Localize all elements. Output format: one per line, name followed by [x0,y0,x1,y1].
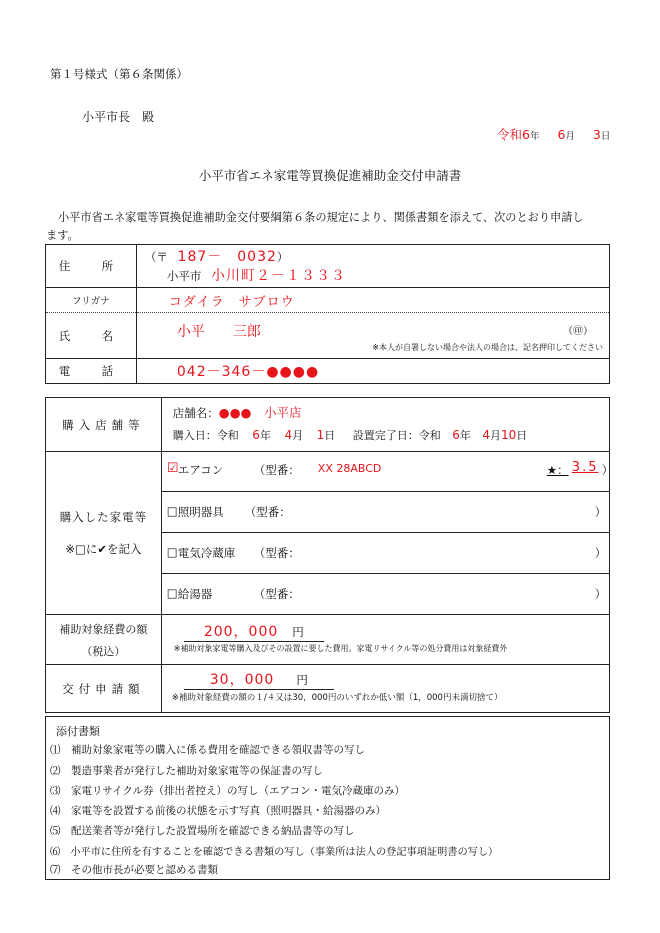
aircon-model-label: （型番： [253,463,300,477]
store-name: ●●● 小平店 [218,405,302,420]
install-day-unit: 日 [516,429,528,442]
grant-note: ※補助対象経費の額の１/４又は30，000円のいずれか低い額（1，000円未満切捨て） [171,693,503,703]
addressee: 小平市長 殿 [82,110,155,124]
grant-label: 交付申請額 [46,665,162,713]
install-year: 6 [452,428,460,442]
fridge-checkbox[interactable]: □ [166,545,178,559]
purchase-date-label: 購入日：令和 [172,429,239,442]
purchase-year-unit: 年 [259,429,271,442]
cost-cell[interactable] [161,615,609,665]
install-date-label: 設置完了日：令和 [352,429,441,442]
postal-prefix: （〒 [144,249,168,264]
water-heater-close: ） [594,587,607,601]
item-row-aircon[interactable] [162,452,614,492]
aircon-checkbox[interactable]: ☑ [166,461,179,476]
cost-note: ※補助対象家電等購入及びその設置に要した費用。家電リサイクル等の処分費用は対象経費外 [173,644,508,653]
store-prefix: 店舗名： [172,406,219,420]
cost-label-cell [46,615,162,665]
seal-note: ※本人が自署しない場合や法人の場合は、記名押印してください [372,343,603,352]
items-label: 購入した家電等 [59,510,148,524]
fridge-close: ） [594,546,607,560]
purchase-month-unit: 月 [292,429,304,442]
fridge-model-label: （型番： [253,546,300,560]
phone-cell[interactable] [136,359,609,384]
phone-value: 042－346－●●●● [176,364,320,380]
cost-label: 補助対象経費の額 [59,622,148,636]
aircon-star-label: ★： [546,463,569,477]
purchase-month: 4 [284,428,293,442]
grant-cell[interactable] [161,665,609,713]
aircon-model: XX 28ABCD [317,462,382,475]
page-title: 小平市省エネ家電等買換促進補助金交付申請書 [198,168,462,183]
fridge-label: 電気冷蔵庫 [177,546,236,560]
purchase-year: 6 [252,428,260,442]
form-number: 第１号様式（第６条関係） [50,67,188,81]
items-note: ※□に✔を記入 [65,542,142,556]
item-row-fridge[interactable] [162,533,609,574]
date-year-unit: 年 [529,131,540,142]
name-cell[interactable] [136,313,609,359]
lighting-label: 照明器具 [177,505,224,519]
date-month-unit: 月 [565,131,575,142]
attachment-item: ⑸ 配送業者等が発行した設置場所を確認できる納品書等の写し [50,825,355,837]
purchase-table [45,397,614,713]
attachment-item: ⑶ 家電リサイクル券（排出者控え）の写し（エアコン・電気冷蔵庫のみ） [50,785,406,797]
phone-label: 電 話 [46,359,137,384]
date-era: 令和 [497,127,523,142]
grant-unit: 円 [296,673,308,687]
aircon-close: ） [601,463,614,477]
water-heater-label: 給湯器 [177,587,213,601]
water-heater-checkbox[interactable]: □ [166,586,178,600]
address-cell[interactable] [136,245,609,288]
address-label: 住 所 [46,245,137,288]
name-value: 小平 三郎 [176,324,261,340]
seal-mark: （㊞） [563,326,593,337]
attachments-heading: 添付書類 [56,725,100,738]
attachment-item: ⑴ 補助対象家電等の購入に係る費用を確認できる領収書等の写し [50,744,365,756]
install-day: 10 [501,428,517,442]
item-row-lighting[interactable] [162,492,609,533]
water-heater-model-label: （型番： [253,587,300,601]
lighting-model-label: （型番： [244,505,291,519]
store-cell[interactable] [161,398,609,452]
furigana-value: コダイラ サブロウ [168,294,295,310]
items-label-cell [46,452,162,615]
install-year-unit: 年 [459,429,471,442]
install-month: 4 [482,428,490,442]
aircon-label: エアコン [177,463,224,477]
postal-suffix: ） [276,249,289,264]
attachment-item: ⑵ 製造事業者が発行した補助対象家電等の保証書の写し [50,765,323,777]
intro-line-1: 小平市省エネ家電等買換促進補助金交付要綱第６条の規定により、関係書類を添えて、次のとおり申請し [58,211,584,224]
attachment-item: ⑹ 小平市に住所を有することを確認できる書類の写し（事業所は法人の登記事項証明書の写し） [50,847,499,858]
furigana-label: フリガナ [46,288,137,313]
attachment-item: ⑺ その他市長が必要と認める書類 [50,864,218,876]
date-month: 6 [557,127,566,142]
applicant-table [45,244,610,384]
purchase-day-unit: 日 [324,429,336,442]
city: 小平市 [166,268,202,283]
install-month-unit: 月 [490,429,501,442]
item-row-water-heater[interactable] [162,574,609,614]
grant-value: 30，000 [209,672,275,688]
lighting-checkbox[interactable]: □ [166,504,178,518]
cost-label-sub: （税込） [81,644,126,658]
date-year: 6 [522,127,530,142]
store-label: 購入店舗等 [46,398,162,452]
postal-code: 187－ 0032 [177,248,277,265]
date-day: 3 [592,127,601,142]
attachment-item: ⑷ 家電等を設置する前後の状態を示す写真（照明器具・給湯器のみ） [50,805,386,817]
submission-date [497,125,610,143]
aircon-star-rating: 3.5 [571,460,599,475]
street-address: 小川町２－１３３３ [211,267,347,284]
grant-amount [184,669,334,690]
cost-amount [184,621,324,642]
name-label: 氏 名 [46,313,137,359]
date-day-unit: 日 [600,131,611,142]
lighting-close: ） [594,505,607,519]
intro-line-2: ます。 [46,229,79,242]
cost-value: 200，000 [203,624,279,640]
purchase-day: 1 [316,428,325,442]
items-cell [161,452,614,615]
furigana-cell[interactable] [136,288,609,313]
cost-unit: 円 [292,625,304,639]
